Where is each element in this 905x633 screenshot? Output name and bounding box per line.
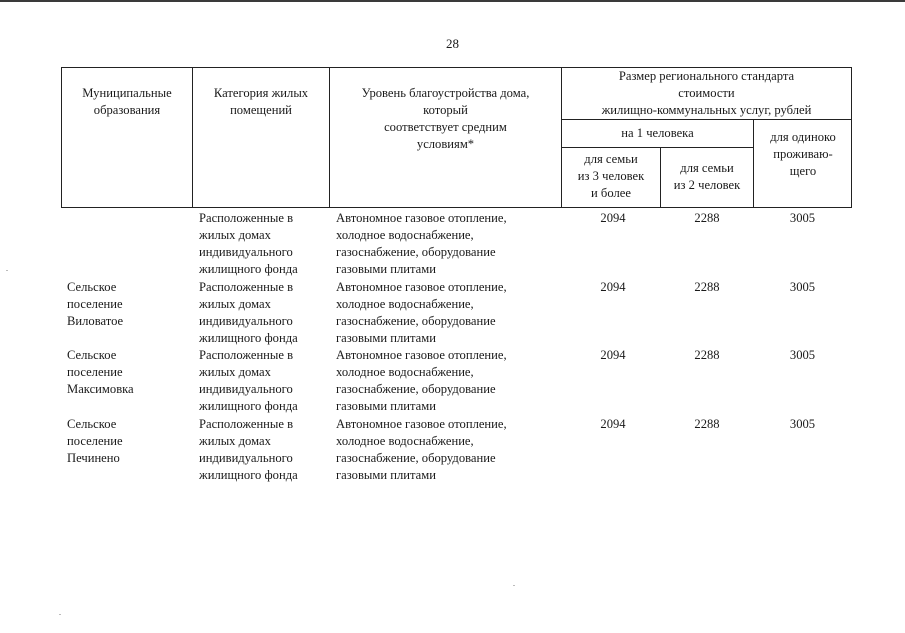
header-sub-rule [561,147,753,148]
header-col-rule-3 [561,67,562,208]
row-family2-value: 2288 [694,280,720,294]
header-right-rule [851,67,852,208]
row-category: Расположенные в жилых домах индивидуального жилищного фонда [199,417,298,482]
header-standard-size: Размер регионального стандарта стоимости жилищно-коммунальных услуг, рублей [601,69,812,117]
row-category: Расположенные в жилых домах индивидуального жилищного фонда [199,348,298,413]
header-single: для одиноко проживаю- щего [770,130,836,178]
row-family2-value: 2288 [694,211,720,225]
header-bottom-rule [61,207,852,208]
header-col-rule-1 [192,67,193,208]
row-family3-value: 2094 [600,417,626,431]
header-per-person: на 1 человека [621,126,694,140]
table-header [61,67,852,208]
row-single-value: 3005 [789,280,816,294]
scan-speck [6,270,8,271]
row-municipality: Сельское поселение Максимовка [67,348,134,396]
header-col-rule-5 [753,119,754,208]
row-level: Автономное газовое отопление, холодное водоснабжение, газоснабжение, оборудование газовыми плитами [336,417,507,482]
row-family3-value: 2094 [600,280,626,294]
header-family2: для семьи из 2 человек [673,161,741,192]
header-municipality: Муниципальные образования [82,86,172,117]
row-level: Автономное газовое отопление, холодное водоснабжение, газоснабжение, оборудование газовыми плитами [336,348,507,413]
table-row [0,416,905,485]
row-single-value: 3005 [789,348,816,362]
row-level: Автономное газовое отопление, холодное водоснабжение, газоснабжение, оборудование газовыми плитами [336,211,507,276]
header-mid-rule [561,119,852,120]
row-family2-value: 2288 [694,348,720,362]
row-municipality: Сельское поселение Виловатое [67,280,124,328]
scan-speck [59,614,61,615]
header-level: Уровень благоустройства дома, который соответствует средним условиям* [361,86,530,151]
scan-top-edge [0,0,905,2]
header-col-rule-4 [660,147,661,208]
table-row [0,210,905,279]
header-left-rule [61,67,62,208]
row-municipality: Сельское поселение Печинено [67,417,123,465]
header-family3: для семьи из 3 человек и более [577,152,645,200]
page-number: 28 [446,36,459,51]
row-single-value: 3005 [789,211,816,225]
row-family3-value: 2094 [600,211,626,225]
scan-speck [513,585,515,586]
header-category: Категория жилых помещений [213,86,309,117]
row-family3-value: 2094 [600,348,626,362]
row-single-value: 3005 [789,417,816,431]
header-col-rule-2 [329,67,330,208]
row-category: Расположенные в жилых домах индивидуального жилищного фонда [199,280,298,345]
row-family2-value: 2288 [694,417,720,431]
table-row [0,347,905,416]
table-row [0,279,905,348]
row-level: Автономное газовое отопление, холодное водоснабжение, газоснабжение, оборудование газовыми плитами [336,280,507,345]
row-category: Расположенные в жилых домах индивидуального жилищного фонда [199,211,298,276]
